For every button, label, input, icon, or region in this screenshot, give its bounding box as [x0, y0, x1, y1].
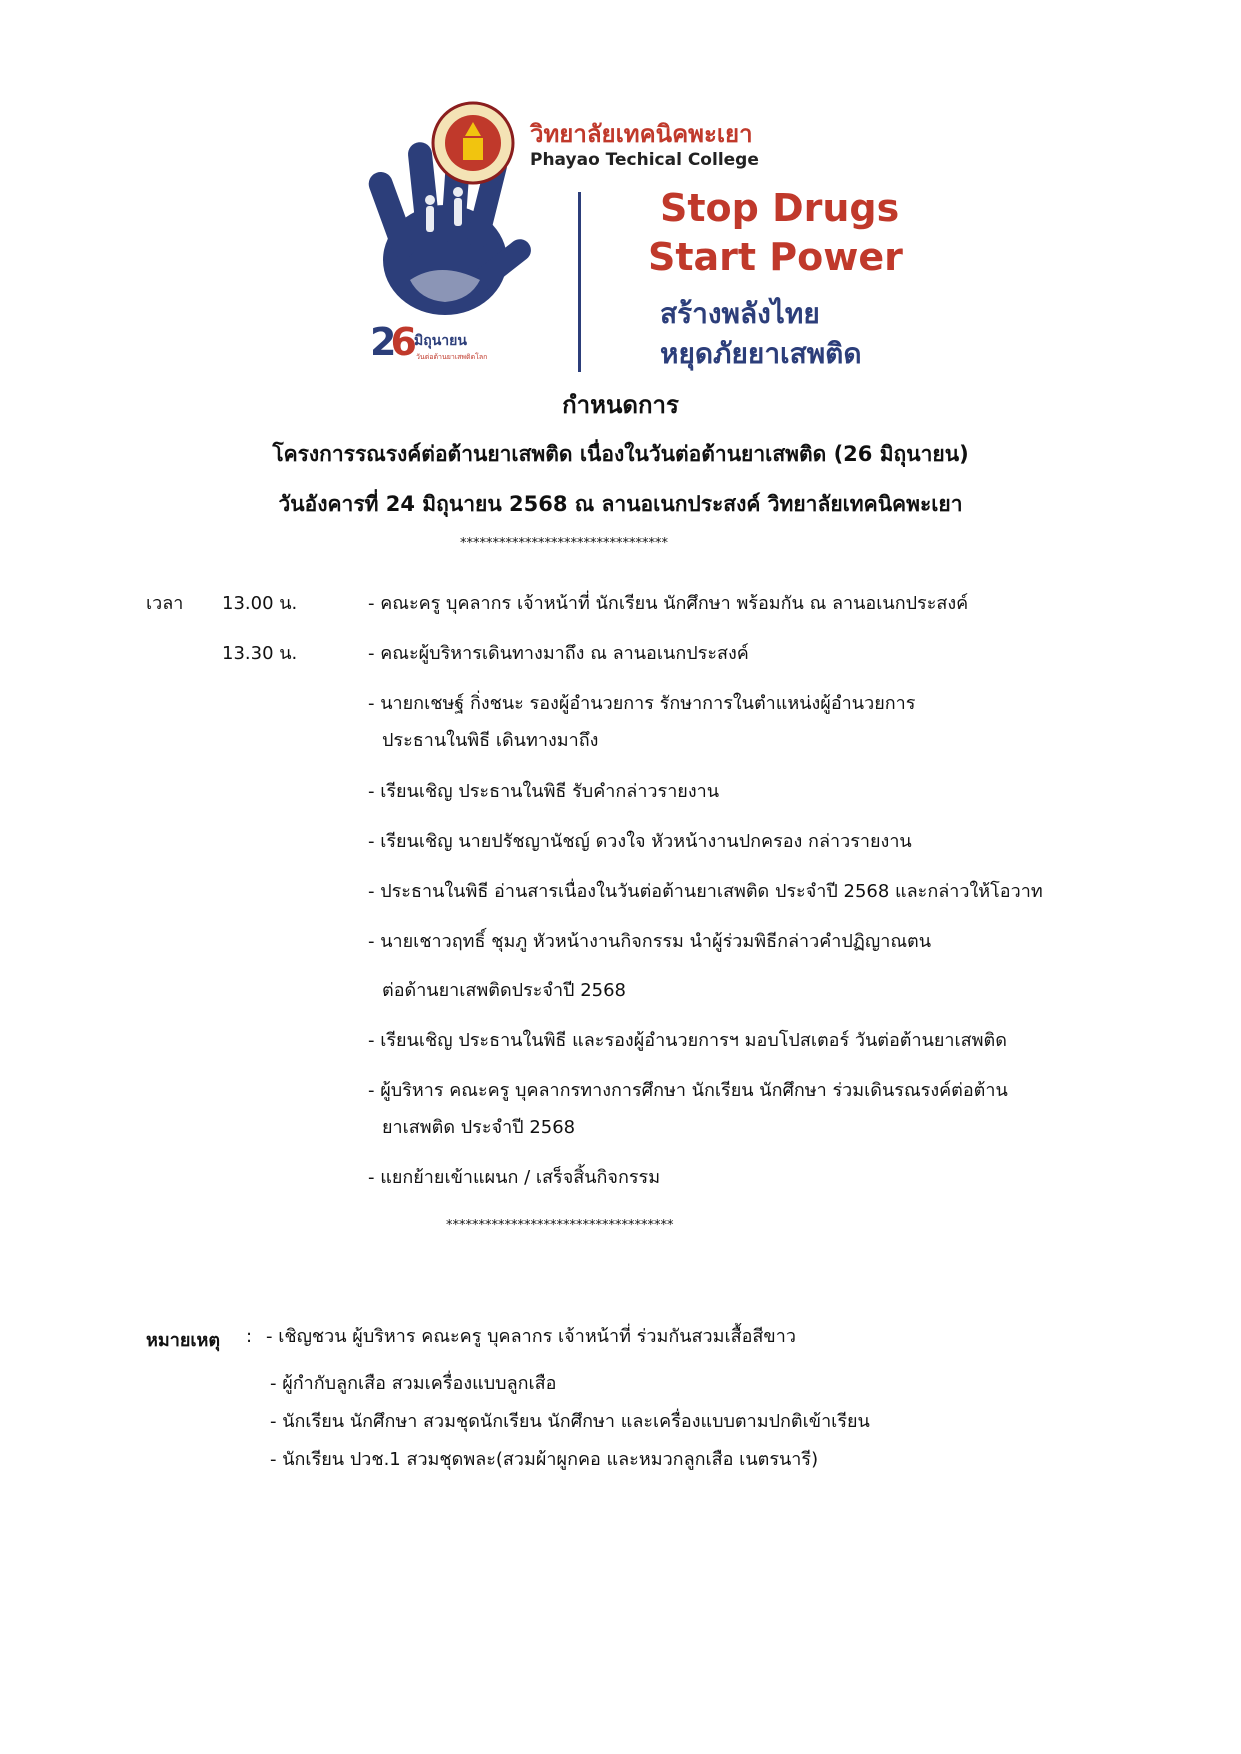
schedule-item: - แยกย้ายเข้าแผนก / เสร็จสิ้นกิจกรรม: [368, 1167, 661, 1188]
project-name: โครงการรณรงค์ต่อต้านยาเสพติด เนื่องในวันต่อต้านยาเสพติด (26 มิถุนายน): [272, 442, 969, 466]
separator-stars-bottom: ***********************************: [446, 1218, 674, 1233]
badge-day-digit-2: 6: [390, 320, 411, 364]
schedule-item-continued: ประธานในพิธี เดินทางมาถึง: [382, 730, 599, 751]
badge-date-number: [370, 320, 411, 364]
slogan-en-2: Start Power: [648, 235, 903, 279]
note-item: - ผู้กำกับลูกเสือ สวมเครื่องแบบลูกเสือ: [270, 1373, 557, 1394]
slogan-th-2: หยุดภัยยาเสพติด: [660, 337, 862, 370]
note-item: - นักเรียน ปวช.1 สวมชุดพละ(สวมผ้าผูกคอ และหมวกลูกเสือ เนตรนารี): [270, 1449, 819, 1470]
schedule-item: - คณะผู้บริหารเดินทางมาถึง ณ ลานอเนกประสงค์: [368, 643, 749, 664]
slogan-en-1: Stop Drugs: [660, 186, 900, 230]
notes-label: หมายเหตุ: [146, 1330, 221, 1351]
badge-month: มิถุนายน: [414, 333, 467, 349]
time-slot-1: 13.00 น.: [222, 593, 298, 614]
time-label: เวลา: [146, 593, 184, 614]
schedule-item: - คณะครู บุคลากร เจ้าหน้าที่ นักเรียน นักศึกษา พร้อมกัน ณ ลานอเนกประสงค์: [368, 593, 969, 614]
badge-subtitle: วันต่อต้านยาเสพติดโลก: [416, 353, 488, 361]
header-divider: [578, 192, 581, 372]
slogan-th-1: สร้างพลังไทย: [660, 297, 820, 330]
schedule-item: - นายเชาวฤทธิ์ ชุมภู หัวหน้างานกิจกรรม นำผู้ร่วมพิธีกล่าวคำปฏิญาณตน: [368, 931, 932, 952]
event-date-venue: วันอังคารที่ 24 มิถุนายน 2568 ณ ลานอเนกประสงค์ วิทยาลัยเทคนิคพะเยา: [278, 492, 963, 516]
notes-colon: :: [246, 1326, 253, 1347]
schedule-item: - เรียนเชิญ ประธานในพิธี และรองผู้อำนวยการฯ มอบโปสเตอร์ วันต่อต้านยาเสพติด: [368, 1030, 1007, 1051]
schedule-item: - เรียนเชิญ ประธานในพิธี รับคำกล่าวรายงาน: [368, 781, 720, 802]
schedule-item: - เรียนเชิญ นายปรัชญานัชญ์ ดวงใจ หัวหน้างานปกครอง กล่าวรายงาน: [368, 831, 912, 852]
college-name-en: Phayao Techical College: [530, 150, 759, 170]
schedule-item: - นายกเชษฐ์ กิ่งชนะ รองผู้อำนวยการ รักษาการในตำแหน่งผู้อำนวยการ: [368, 693, 916, 714]
note-item: - นักเรียน นักศึกษา สวมชุดนักเรียน นักศึกษา และเครื่องแบบตามปกติเข้าเรียน: [270, 1411, 870, 1432]
document-title: กำหนดการ: [562, 391, 679, 419]
schedule-item-continued: ยาเสพติด ประจำปี 2568: [382, 1117, 576, 1138]
note-item: - เชิญชวน ผู้บริหาร คณะครู บุคลากร เจ้าหน้าที่ ร่วมกันสวมเสื้อสีขาว: [266, 1326, 796, 1347]
time-slot-2: 13.30 น.: [222, 643, 298, 664]
schedule-item: - ผู้บริหาร คณะครู บุคลากรทางการศึกษา นักเรียน นักศึกษา ร่วมเดินรณรงค์ต่อต้าน: [368, 1080, 1008, 1101]
header-logo-area: [330, 100, 930, 380]
schedule-item-continued: ต่อด้านยาเสพติดประจำปี 2568: [382, 980, 627, 1001]
separator-stars-top: ********************************: [460, 536, 668, 551]
college-name-th: วิทยาลัยเทคนิคพะเยา: [530, 120, 753, 148]
schedule-item: - ประธานในพิธี อ่านสารเนื่องในวันต่อต้านยาเสพติด ประจำปี 2568 และกล่าวให้โอวาท: [368, 881, 1043, 902]
badge-day-digit-1: 2: [370, 320, 391, 364]
college-seal-icon: [430, 100, 516, 186]
